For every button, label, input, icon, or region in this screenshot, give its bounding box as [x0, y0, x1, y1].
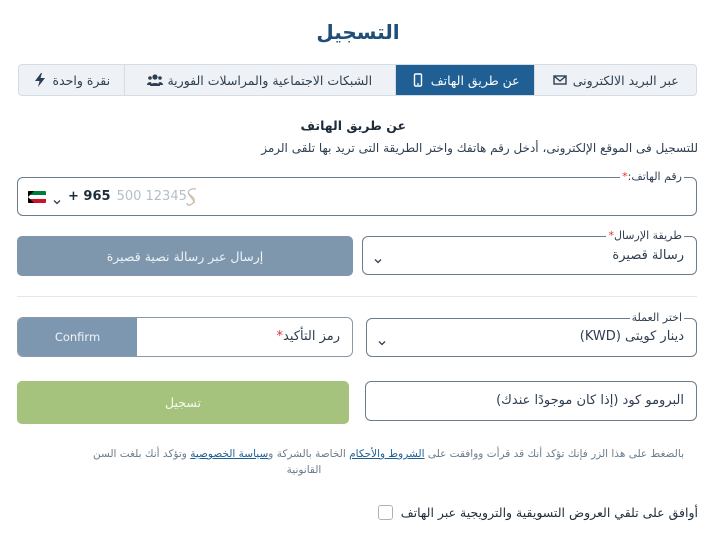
tab-phone-label: عن طريق الهاتف [430, 72, 520, 88]
privacy-link[interactable]: سياسة الخصوصية [190, 448, 269, 460]
register-button[interactable]: تسجيل [17, 381, 349, 424]
password-manager-icon[interactable] [184, 187, 200, 207]
send-method-label: طريقة الإرسال* [608, 229, 682, 242]
phone-label: رقم الهاتف:* [622, 170, 682, 183]
tab-social-label: الشبكات الاجتماعية والمراسلات الفورية [167, 72, 373, 88]
currency-select[interactable] [366, 311, 697, 357]
chevron-down-icon [52, 192, 62, 202]
divider [17, 296, 697, 297]
bolt-icon [33, 73, 47, 87]
mobile-icon [411, 73, 425, 87]
confirm-button[interactable]: Confirm [18, 318, 137, 356]
send-method-select[interactable] [362, 229, 697, 275]
promo-code-input[interactable] [365, 381, 697, 421]
tab-email-label: عبر البريد الالكترونى [572, 72, 679, 88]
consent-checkbox[interactable] [378, 505, 393, 520]
currency-label: اختر العملة [631, 311, 682, 324]
confirmation-code-input[interactable]: رمز التأكيد* [276, 329, 340, 344]
phone-field[interactable] [17, 170, 697, 216]
tab-phone[interactable] [395, 65, 535, 95]
chevron-down-icon [373, 251, 383, 261]
terms-link[interactable]: الشروط والأحكام [349, 448, 425, 460]
terms-text: بالضغط على هذا الزر فإنك تؤكد أنك قد قرأت ووافقت على الشروط والأحكام الخاصة بالشركة وسياسة الخصوصية وتؤكد أنك بلغت السن القانونية [92, 448, 684, 476]
send-sms-button[interactable]: إرسال عبر رسالة نصية قصيرة [17, 236, 353, 276]
send-method-value: رسالة قصيرة [612, 248, 684, 263]
tab-social[interactable] [124, 65, 395, 95]
currency-value: دينار كويتى (KWD) [579, 329, 684, 344]
phone-input[interactable] [117, 189, 237, 204]
tab-one-click-label: نقرة واحدة [52, 72, 111, 88]
country-selector[interactable] [28, 178, 237, 215]
dial-code: + 965 [68, 189, 111, 204]
marketing-consent[interactable] [378, 505, 698, 520]
tab-email[interactable] [534, 65, 696, 95]
chevron-down-icon [377, 333, 387, 343]
page-title: التسجيل [316, 20, 400, 44]
tab-one-click[interactable] [19, 65, 124, 95]
registration-tabs [18, 64, 697, 96]
section-title: عن طريق الهاتف [300, 118, 406, 133]
users-icon [147, 73, 161, 87]
section-description: للتسجيل فى الموقع الإلكترونى، أدخل رقم هاتفك واختر الطريقة التى تريد بها تلقى الرمز [261, 141, 698, 155]
consent-label: أوافق على تلقي العروض التسويقية والترويجية عبر الهاتف [400, 505, 698, 520]
confirmation-code-group [17, 317, 353, 357]
kuwait-flag-icon [28, 191, 46, 203]
envelope-icon [553, 73, 567, 87]
promo-code-placeholder: البرومو كود (إذا كان موجودًا عندك) [496, 393, 684, 408]
